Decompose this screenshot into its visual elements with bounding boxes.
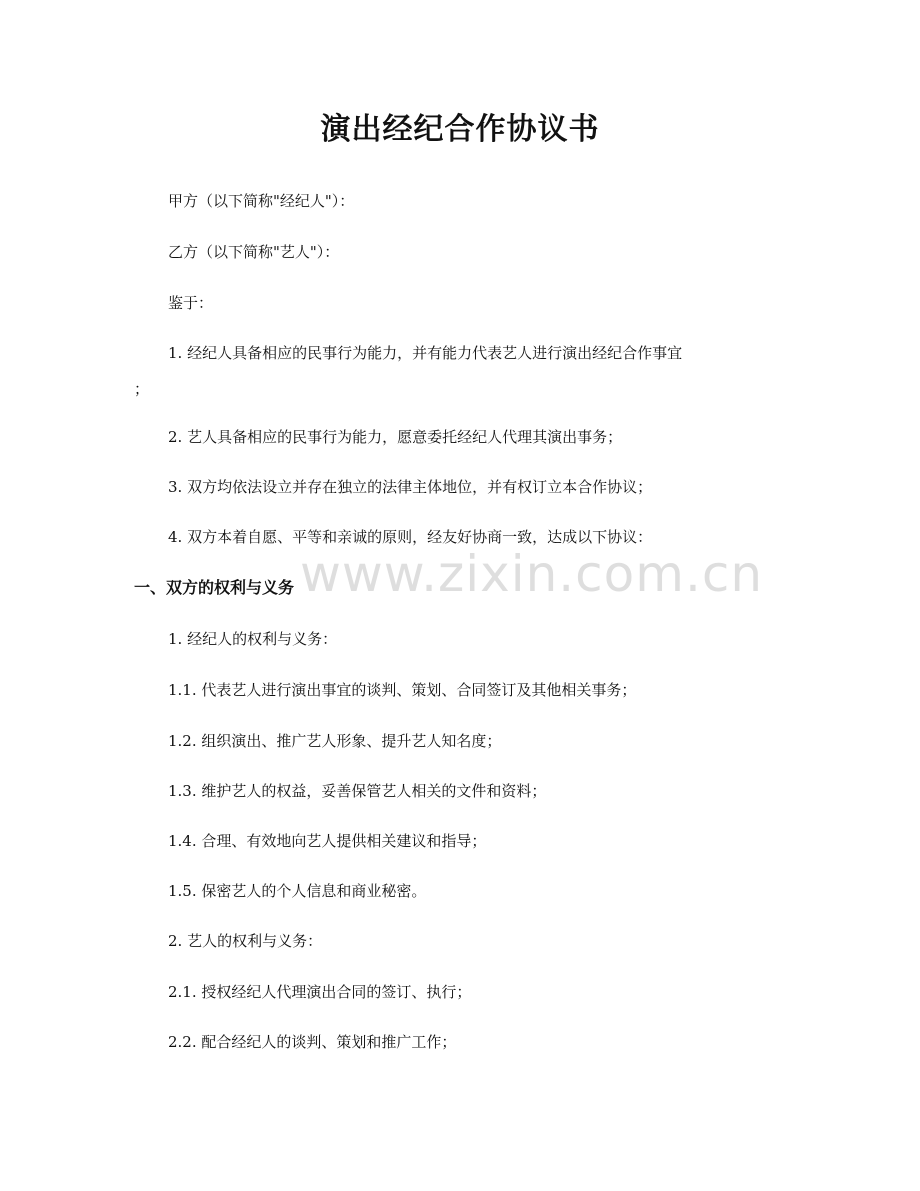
party-a-line: 甲方（以下简称"经纪人"）：	[168, 192, 355, 210]
recital-4: 4. 双方本着自愿、平等和亲诚的原则，经友好协商一致，达成以下协议：	[168, 528, 653, 546]
whereas-line: 鉴于：	[168, 294, 214, 312]
clause-2-1: 2.1. 授权经纪人代理演出合同的签订、执行；	[168, 983, 472, 1001]
party-b-line: 乙方（以下简称"艺人"）：	[168, 243, 340, 261]
clause-1-5: 1.5. 保密艺人的个人信息和商业秘密。	[168, 882, 427, 900]
clause-1-1: 1.1. 代表艺人进行演出事宜的谈判、策划、合同签订及其他相关事务；	[168, 681, 637, 699]
clause-1: 1. 经纪人的权利与义务：	[168, 630, 338, 648]
recital-3: 3. 双方均依法设立并存在独立的法律主体地位，并有权订立本合作协议；	[168, 478, 653, 496]
clause-1-4: 1.4. 合理、有效地向艺人提供相关建议和指导；	[168, 832, 487, 850]
watermark: www.zixin.com.cn	[300, 545, 764, 603]
recital-2: 2. 艺人具备相应的民事行为能力，愿意委托经纪人代理其演出事务；	[168, 428, 623, 446]
clause-2: 2. 艺人的权利与义务：	[168, 932, 323, 950]
clause-2-2: 2.2. 配合经纪人的谈判、策划和推广工作；	[168, 1033, 457, 1051]
clause-1-3: 1.3. 维护艺人的权益，妥善保管艺人相关的文件和资料；	[168, 782, 547, 800]
document-title: 演出经纪合作协议书	[320, 112, 600, 147]
clause-1-2: 1.2. 组织演出、推广艺人形象、提升艺人知名度；	[168, 732, 502, 750]
recital-1-tail: ；	[134, 380, 150, 398]
section-1-heading: 一、双方的权利与义务	[134, 578, 295, 597]
recital-1: 1. 经纪人具备相应的民事行为能力，并有能力代表艺人进行演出经纪合作事宜	[168, 344, 683, 362]
